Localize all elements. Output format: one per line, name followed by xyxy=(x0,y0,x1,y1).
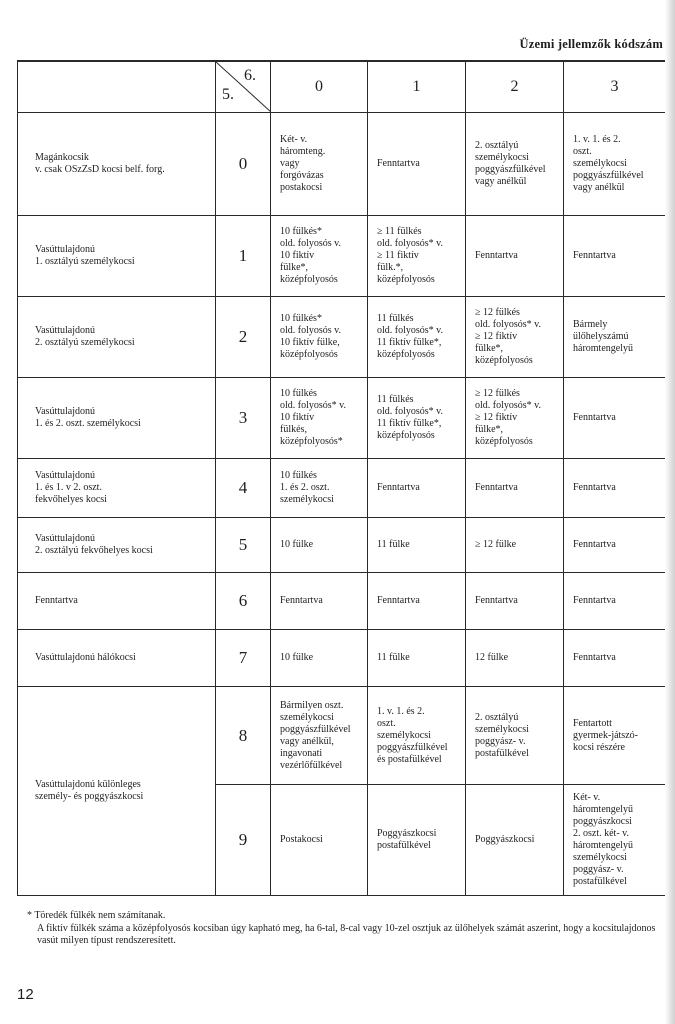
code-table xyxy=(17,60,666,896)
footnote-line-1: * Töredék fülkék nem számítanak. xyxy=(27,910,166,921)
table-row xyxy=(18,573,666,630)
table-row xyxy=(18,687,666,785)
row-code: 1 xyxy=(216,216,271,297)
table-cell: Fenntartva xyxy=(564,518,666,573)
row-code: 3 xyxy=(216,378,271,459)
table-cell: Fenntartva xyxy=(564,216,666,297)
table-cell: Fenntartva xyxy=(368,113,466,216)
table-cell: Fenntartva xyxy=(564,630,666,687)
row-label: Vasúttulajdonú 1. osztályú személykocsi xyxy=(18,216,216,297)
row-label: Fenntartva xyxy=(18,573,216,630)
table-cell: Bármilyen oszt. személykocsi poggyászfülkével vagy anélkül, ingavonati vezérlőfülkével xyxy=(271,687,368,785)
row-label: Magánkocsik v. csak OSzZsD kocsi belf. forg. xyxy=(18,113,216,216)
page-edge-shadow xyxy=(665,0,675,1024)
table-cell: ≥ 12 fülkés old. folyosós* v. ≥ 12 fiktív fülke*, középfolyosós xyxy=(466,297,564,378)
table-cell: 11 fülkés old. folyosós* v. 11 fiktív fülke*, középfolyosós xyxy=(368,297,466,378)
table-cell: 1. v. 1. és 2. oszt. személykocsi poggyászfülkével vagy anélkül xyxy=(564,113,666,216)
table-cell: 2. osztályú személykocsi poggyászfülkével vagy anélkül xyxy=(466,113,564,216)
table-cell: 10 fülke xyxy=(271,518,368,573)
table-cell: ≥ 12 fülke xyxy=(466,518,564,573)
table-cell: Két- v. háromteng. vagy forgóvázas postakocsi xyxy=(271,113,368,216)
table-cell: 12 fülke xyxy=(466,630,564,687)
table-cell: Postakocsi xyxy=(271,785,368,896)
footnote-line-2: A fiktív fülkék száma a középfolyosós kocsiban úgy kapható meg, ha 6-tal, 8-cal vagy 10-zel osztjuk az ülőhelyek számát aszerint, hogy a kocsitulajdonos vasút milyen típust rendszeresített. xyxy=(37,922,656,946)
footnote xyxy=(27,910,657,948)
row-label: Vasúttulajdonú 1. és 2. oszt. személykocsi xyxy=(18,378,216,459)
table-cell: 10 fülke xyxy=(271,630,368,687)
table-cell: ≥ 12 fülkés old. folyosós* v. ≥ 12 fiktív fülke*, középfolyosós xyxy=(466,378,564,459)
table-row xyxy=(18,630,666,687)
table-row xyxy=(18,297,666,378)
row-label: Vasúttulajdonú 2. osztályú személykocsi xyxy=(18,297,216,378)
table-row xyxy=(18,459,666,518)
table-cell: Két- v. háromtengelyű poggyászkocsi 2. oszt. két- v. háromtengelyű személykocsi poggyász- v. postafülkével xyxy=(564,785,666,896)
row-code: 7 xyxy=(216,630,271,687)
row-label: Vasúttulajdonú hálókocsi xyxy=(18,630,216,687)
table-cell: 11 fülke xyxy=(368,518,466,573)
table-cell: 10 fülkés old. folyosós* v. 10 fiktív fülkés, középfolyosós* xyxy=(271,378,368,459)
table-cell: 10 fülkés 1. és 2. oszt. személykocsi xyxy=(271,459,368,518)
table-cell: Fenntartva xyxy=(466,459,564,518)
row-code: 0 xyxy=(216,113,271,216)
table-cell: 10 fülkés* old. folyosós v. 10 fiktív fülke*, középfolyosós xyxy=(271,216,368,297)
row-code: 4 xyxy=(216,459,271,518)
row-code: 6 xyxy=(216,573,271,630)
table-cell: Bármely ülőhelyszámú háromtengelyű xyxy=(564,297,666,378)
table-row xyxy=(18,113,666,216)
table-cell: Poggyászkocsi xyxy=(466,785,564,896)
column-axis-label: 6. xyxy=(244,67,256,84)
page-header: Üzemi jellemzők kódszám xyxy=(519,37,663,51)
table-cell: Fenntartva xyxy=(564,573,666,630)
table-cell: Poggyászkocsi postafülkével xyxy=(368,785,466,896)
header-blank-cell xyxy=(18,61,216,113)
table-cell: Fenntartva xyxy=(368,573,466,630)
table-cell: Fenntartva xyxy=(466,216,564,297)
table-cell: 2. osztályú személykocsi poggyász- v. postafülkével xyxy=(466,687,564,785)
row-label: Vasúttulajdonú 2. osztályú fekvőhelyes kocsi xyxy=(18,518,216,573)
table-cell: 1. v. 1. és 2. oszt. személykocsi poggyászfülkével és postafülkével xyxy=(368,687,466,785)
table-cell: 10 fülkés* old. folyosós v. 10 fiktív fülke, középfolyosós xyxy=(271,297,368,378)
table-cell: Fenntartva xyxy=(466,573,564,630)
column-header-2: 2 xyxy=(466,61,564,113)
table-row xyxy=(18,378,666,459)
row-label-merged: Vasúttulajdonú különleges személy- és poggyászkocsi xyxy=(18,687,216,896)
table-cell: Fenntartva xyxy=(271,573,368,630)
row-code: 2 xyxy=(216,297,271,378)
row-axis-label: 5. xyxy=(222,86,234,103)
column-header-1: 1 xyxy=(368,61,466,113)
column-header-0: 0 xyxy=(271,61,368,113)
table-cell: Fenntartva xyxy=(564,378,666,459)
row-code: 5 xyxy=(216,518,271,573)
table-cell: Fentartott gyermek-játszó- kocsi részére xyxy=(564,687,666,785)
table-row xyxy=(18,216,666,297)
header-row xyxy=(18,61,666,113)
corner-cell xyxy=(216,61,271,113)
column-header-3: 3 xyxy=(564,61,666,113)
table-cell: Fenntartva xyxy=(564,459,666,518)
table-cell: 11 fülke xyxy=(368,630,466,687)
row-code: 9 xyxy=(216,785,271,896)
table-cell: ≥ 11 fülkés old. folyosós* v. ≥ 11 fiktív fülk.*, középfolyosós xyxy=(368,216,466,297)
table-cell: 11 fülkés old. folyosós* v. 11 fiktív fülke*, középfolyosós xyxy=(368,378,466,459)
row-label: Vasúttulajdonú 1. és 1. v 2. oszt. fekvőhelyes kocsi xyxy=(18,459,216,518)
table-row xyxy=(18,518,666,573)
row-code: 8 xyxy=(216,687,271,785)
page-number: 12 xyxy=(17,986,34,1003)
table-cell: Fenntartva xyxy=(368,459,466,518)
